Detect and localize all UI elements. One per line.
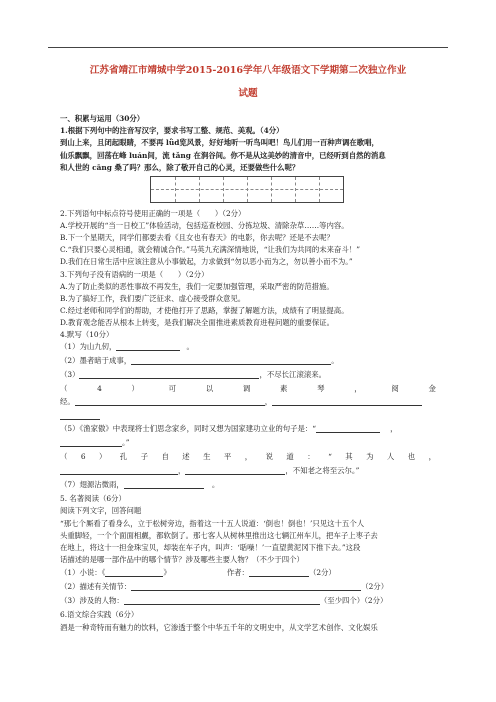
q1-text-line1: 到山上来，且闭起眼睛，不要再 lǜd览风景，好好地听一听鸟叫吧！鸟儿们用一百种声调在歌唱， (60, 138, 379, 147)
header-rule (48, 47, 448, 48)
grid-cell-divider (295, 177, 296, 202)
q4-item-5-cont: 。” (60, 438, 129, 447)
q5-sub-3: （3）涉及的人物： （至少四个）（2分） (60, 596, 388, 605)
doc-title-line2: 试题 (238, 88, 258, 99)
q4-item-4: （ 4 ） 可 以 调 素 琴 ， 阅 金 (60, 384, 436, 393)
answer-blank[interactable] (316, 424, 380, 433)
q4-item-6-cont: ， ，不知老之将至云尔。” (60, 466, 359, 475)
q4-item-1: （1）为山九仞， 。 (60, 342, 194, 351)
question-3: 3.下列句子没有语病的一项是（ ）（2分） (60, 270, 209, 279)
q4-item-4-cont: 经。 ， (60, 397, 422, 406)
question-2: 2.下列语句中标点符号使用正确的一项是（ ）（2分） (60, 209, 246, 218)
q5-passage-line4: 话描述的是哪一部作品中的哪个情节？涉及哪些主要人物？（不少于四个） (60, 555, 304, 564)
answer-blank[interactable] (272, 397, 422, 406)
q4-item-4-blank (60, 411, 100, 420)
answer-blank[interactable] (131, 582, 361, 591)
q2-option-d: D.我们在日常生活中应该注意从小事做起，力求做到“勿以恶小而为之，勿以善小而不为。” (60, 257, 353, 266)
question-5: 5. 名著阅读（6分） (60, 494, 126, 503)
answer-blank[interactable] (60, 411, 100, 420)
grid-cell-divider (175, 177, 176, 202)
q5-passage-line2: 头重脚轻，一个个面面相觑，都软倒了。那七客人从树林里推出这七辆江州车儿，把车子上枣子去 (60, 531, 378, 540)
answer-blank[interactable] (124, 480, 204, 489)
q3-option-d: D.教育观念能否从根本上转变，是我们解决全面推进素质教育进程问题的重要保证。 (60, 318, 335, 327)
grid-cell-divider (199, 177, 200, 202)
writing-grid[interactable] (150, 176, 344, 203)
q4-item-6: （ 6 ） 孔 子 自 述 生 平 ， 说 道 ： “ 其 为 人 也 ， (60, 452, 436, 461)
q6-text: 酒是一种奇特而有魅力的饮料，它渗透于整个中华五千年的文明史中，从文学艺术创作、文化娱乐 (60, 623, 378, 632)
q2-option-b: B.下一个星期天，同学们都要去看《且女也有春天》的电影，你去呢？还是不去呢？ (60, 233, 334, 242)
q4-item-7: （7）翅源沾微雨， 。 (60, 480, 220, 489)
answer-blank[interactable] (60, 466, 178, 475)
q2-option-c: C.“我们只要心灵相通，就会精诚合作。”马英九充满深情地说，“让我们为共同的未来奋斗！” (60, 245, 361, 254)
answer-blank[interactable] (105, 568, 163, 577)
answer-blank[interactable] (249, 568, 309, 577)
grid-cell-divider (247, 177, 248, 202)
q2-option-a: A.学校开展的“当一日校工”体验活动，包括巡查校园、分拣垃圾、清除杂草……等内容。 (60, 221, 349, 230)
grid-cell-divider (271, 177, 272, 202)
q4-item-2: （2）墨者暗于成事， 。 (60, 356, 339, 365)
q1-text-line3: 和人世的 cāng 桑了吗？那么，除了敬开自己的心灵，还要做些什么呢？ (60, 163, 300, 172)
answer-blank[interactable] (116, 342, 180, 351)
question-4: 4.默写（10分） (60, 330, 114, 339)
q4-item-5: （5）《渔家傲》中表现将士们思念家乡，同时又想为国家建功立业的句子是：“ ， (60, 424, 398, 433)
answer-blank[interactable] (124, 596, 320, 605)
q5-sub-1: （1）小说：《 》 作者： （2分） (60, 568, 336, 577)
answer-blank[interactable] (79, 370, 259, 379)
q3-option-a: A.为了防止类似的恶性事故不再发生，我们一定要加强管理，采取严密的防范措施。 (60, 282, 334, 291)
grid-cell-divider (223, 177, 224, 202)
answer-blank[interactable] (131, 356, 331, 365)
q5-sub-2: （2）描述有关情节： （2分） (60, 582, 389, 591)
q1-text-line2: 仙乐飘飘，回荡在峰 luán间，流 tǎng 在涧谷间。你不是从这美妙的清音中，已经听到自然的消息 (60, 151, 386, 160)
section-heading: 一、积累与运用（30分） (60, 114, 145, 123)
question-1: 1.根据下列句中的注音写汉字，要求书写工整、规范、美观。（4分） (60, 126, 284, 135)
q3-option-c: C.经过老师和同学们的帮助，才使他打开了思路，掌握了解题方法，成绩有了明显提高。 (60, 306, 349, 315)
answer-blank[interactable] (185, 466, 285, 475)
answer-blank[interactable] (60, 438, 122, 447)
question-6: 6.语文综合实践（6分） (60, 610, 139, 619)
grid-cell-divider (319, 177, 320, 202)
q4-item-3: （3） ，不尽长江滚滚来。 (60, 370, 327, 379)
doc-title-line1: 江苏省靖江市靖城中学2015-2016学年八年级语文下学期第二次独立作业 (89, 65, 407, 76)
q5-passage-line3: 在地上，将这十一担金珠宝贝，却装在车子内，叫声：‘聒噪！’一直望黄泥冈下推下去。”这段 (60, 543, 361, 552)
answer-blank[interactable] (75, 397, 265, 406)
q5-intro: 阅读下列文字，回答问题 (60, 506, 142, 515)
q3-option-b: B.为了搞好工作，我们要广泛征求、虚心接受群众意见。 (60, 294, 246, 303)
q5-passage-line1: “那七个厮看了看身么，立于松树旁边，指着这一十五人说道：‘倒也！倒也！’只见这十五个人 (60, 519, 365, 528)
